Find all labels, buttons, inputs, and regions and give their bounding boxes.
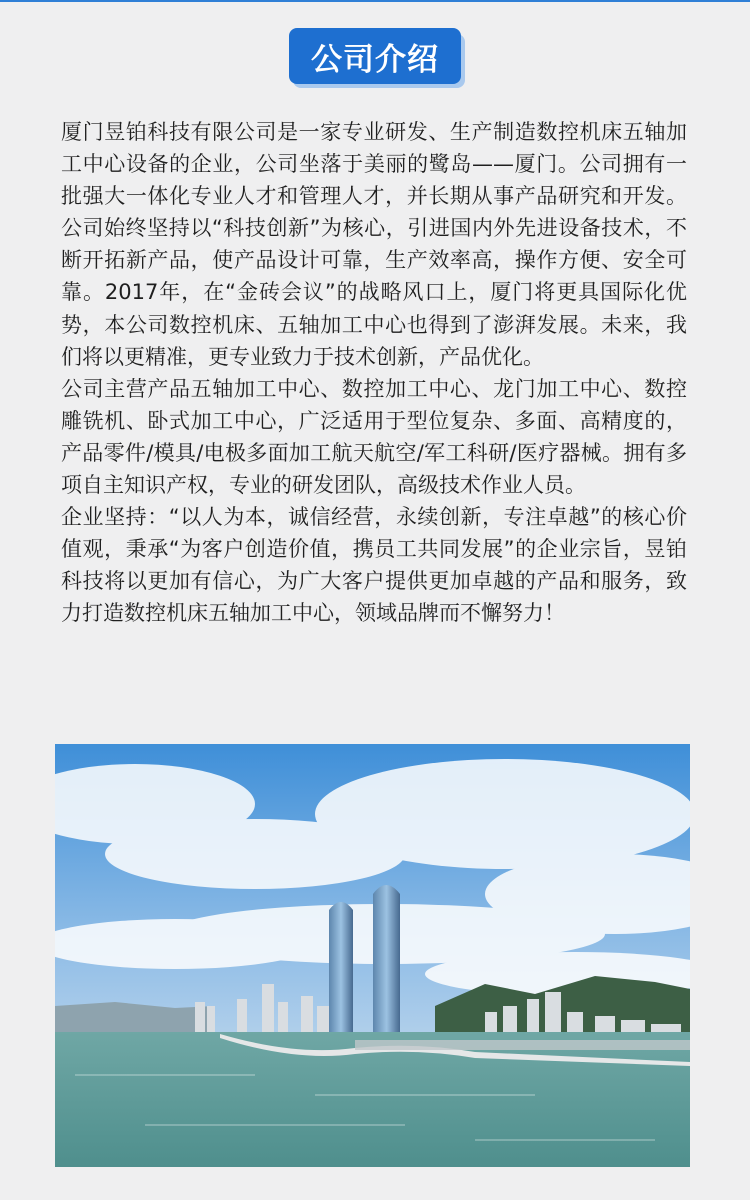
city-skyline-photo (55, 744, 690, 1167)
section-title: 公司介绍 (289, 28, 461, 84)
intro-paragraph-1: 厦门昱铂科技有限公司是一家专业研发、生产制造数控机床五轴加工中心设备的企业，公司坐落于美丽的鹭岛——厦门。公司拥有一批强大一体化专业人才和管理人才，并长期从事产品研究和开发。公司始终坚持以“科技创新”为核心，引进国内外先进设备技术，不断开拓新产品，使产品设计可靠，生产效率高，操作方便、安全可靠。2017年，在“金砖会议”的战略风口上，厦门将更具国际化优势，本公司数控机床、五轴加工中心也得到了澎湃发展。未来，我们将以更精准，更专业致力于技术创新，产品优化。 (61, 120, 687, 369)
section-title-badge (289, 28, 465, 88)
intro-paragraph-3: 企业坚持：“以人为本，诚信经营，永续创新，专注卓越”的核心价值观，秉承“为客户创造价值，携员工共同发展”的企业宗旨，昱铂科技将以更加有信心，为广大客户提供更加卓越的产品和服务，致力打造数控机床五轴加工中心，领域品牌而不懈努力！ (61, 505, 687, 626)
company-intro-text (61, 116, 687, 630)
top-accent-line (0, 0, 750, 2)
intro-paragraph-2: 公司主营产品五轴加工中心、数控加工中心、龙门加工中心、数控雕铣机、卧式加工中心，广泛适用于型位复杂、多面、高精度的，产品零件/模具/电极多面加工航天航空/军工科研/医疗器械。拥有多项自主知识产权，专业的研发团队，高级技术作业人员。 (61, 376, 687, 498)
